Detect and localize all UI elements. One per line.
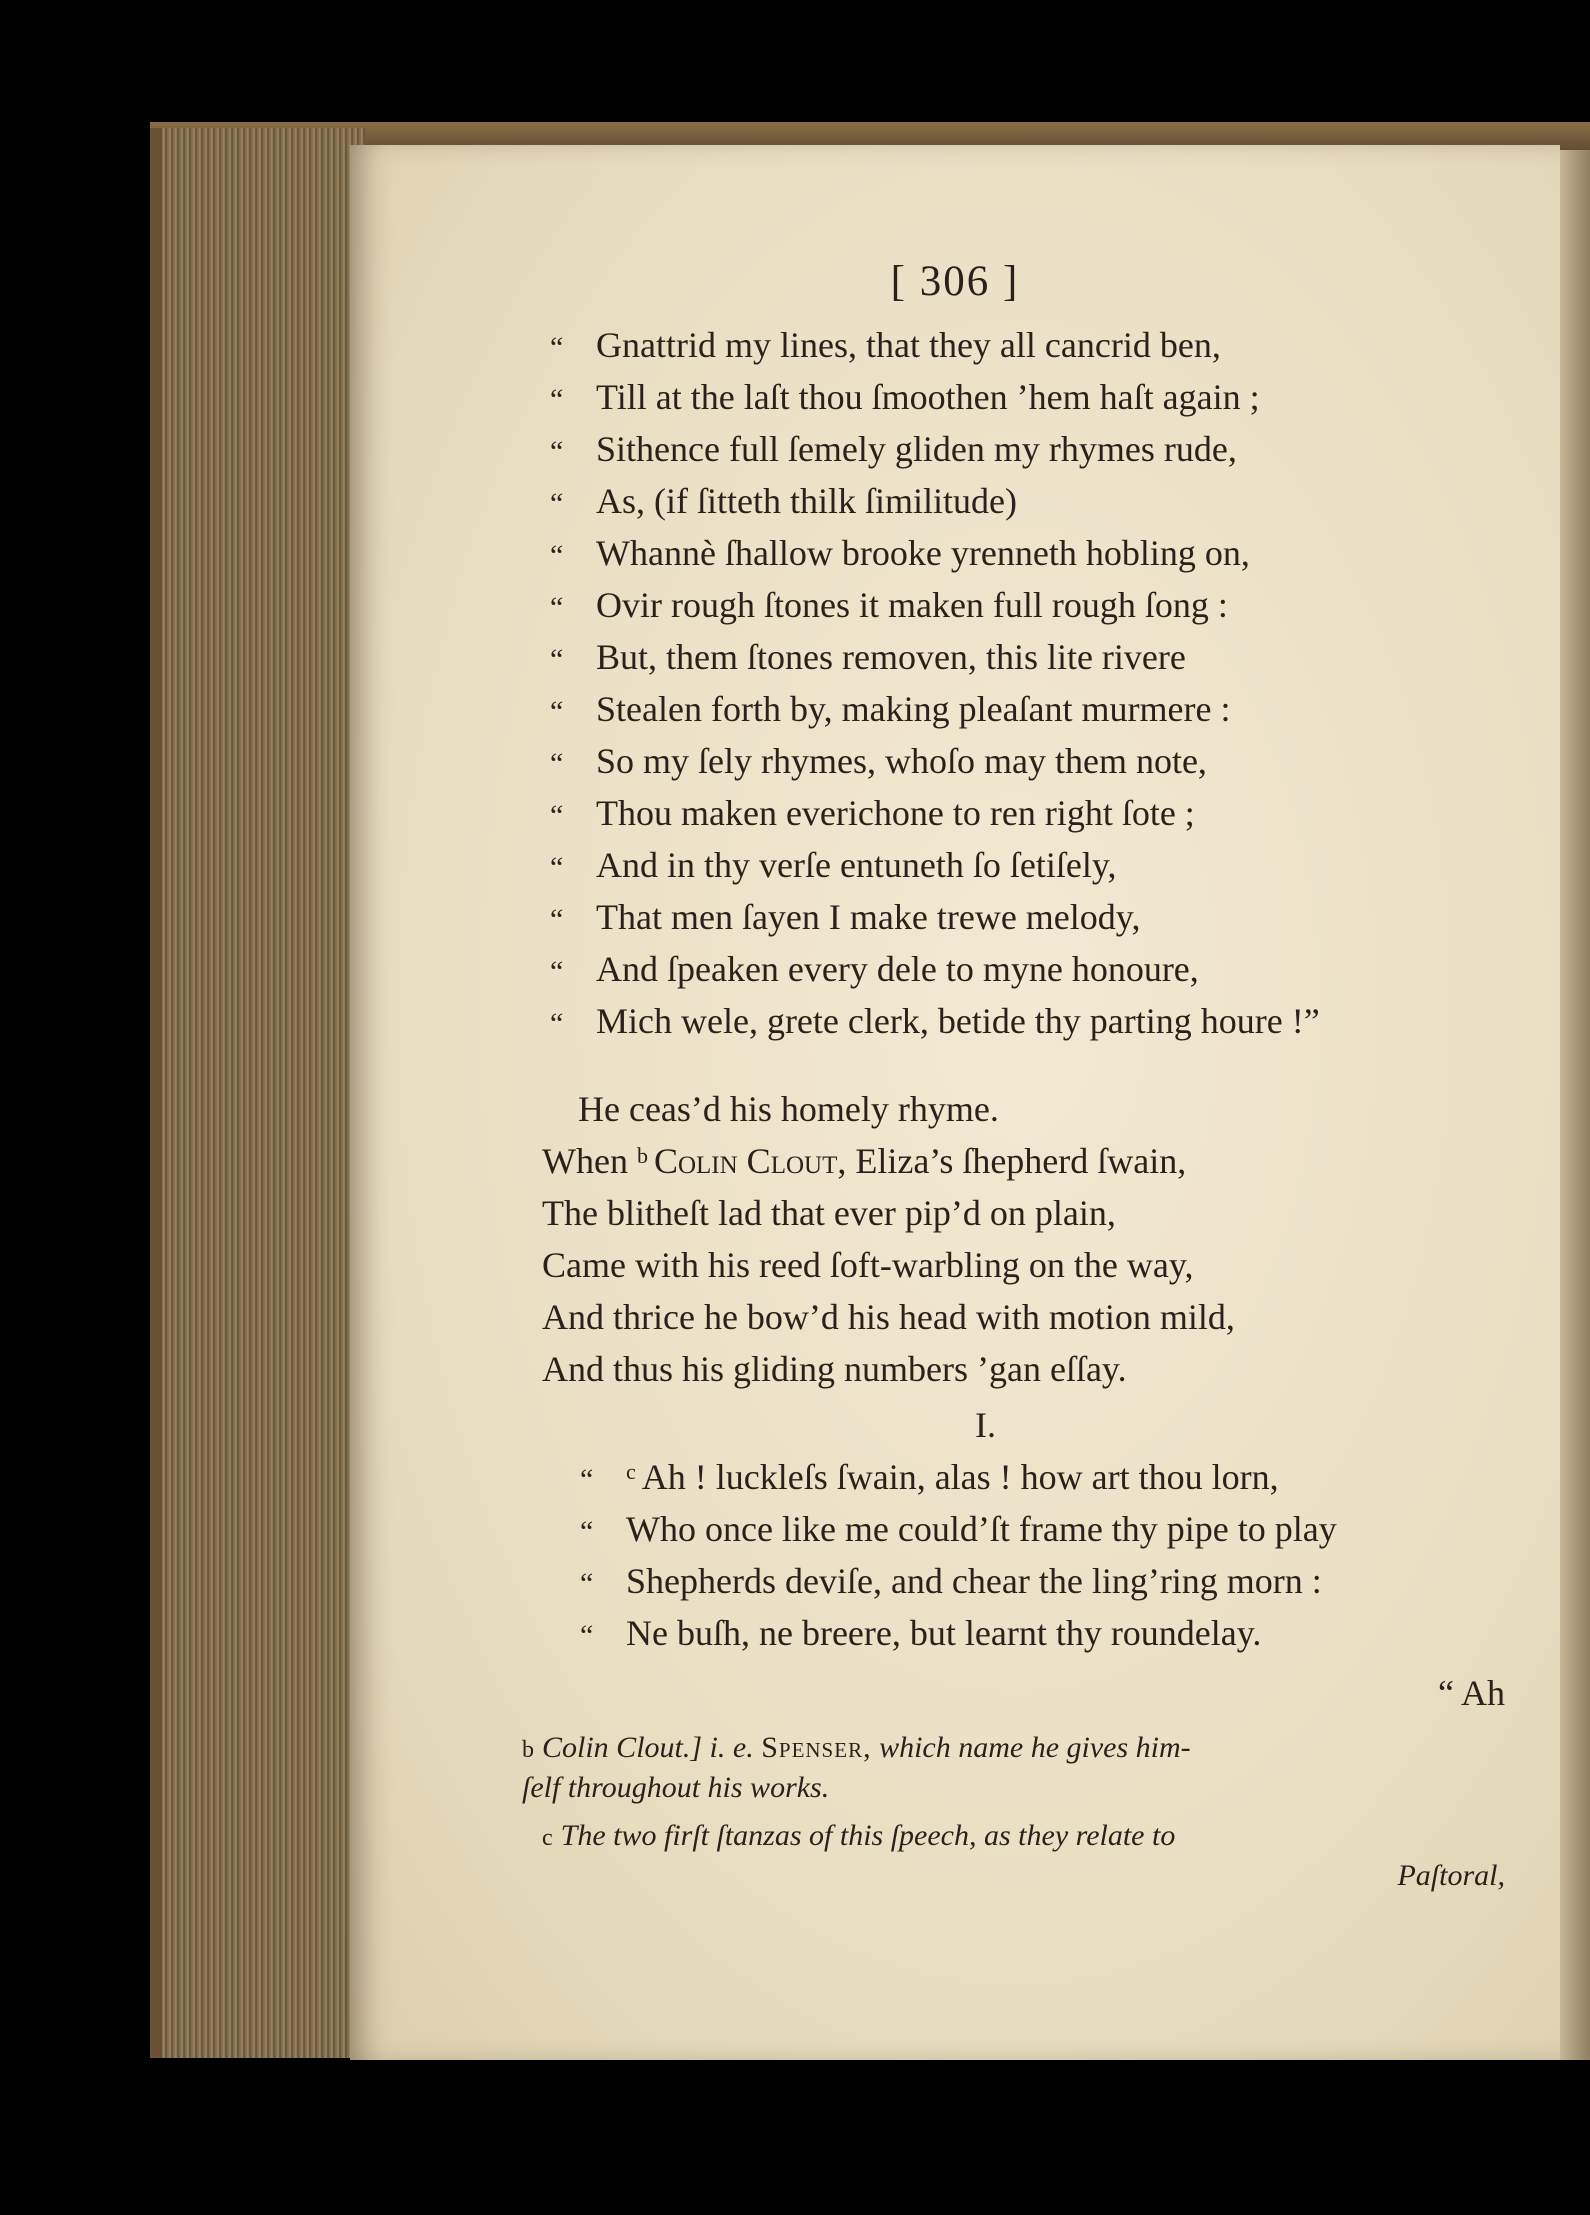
verse-line: “ Mich wele, grete clerk, betide thy parting houre !” (550, 1001, 1320, 1041)
verse-line: “ But, them ſtones removen, this lite rivere (550, 637, 1186, 677)
verse-line: “ Stealen forth by, making pleaſant murmere : (550, 689, 1231, 729)
verse-line: “ Shepherds deviſe, and chear the ling’ring morn : (580, 1561, 1322, 1601)
narrative-line: When $^b$ Colin Clout, Eliza’s ſhepherd ſwain, (542, 1141, 1187, 1181)
colin-clout-name: Colin Clout, (653, 1141, 847, 1181)
narrative-line: The blitheſt lad that ever pip’d on plain, (542, 1193, 1116, 1233)
footnote-b: b Colin Clout.] i. e. Spenser, which name he gives him- (522, 1731, 1191, 1764)
verse-line: “ $^c$ Ah ! luckleſs ſwain, alas ! how art thou lorn, (580, 1457, 1279, 1497)
footnote-b-cont: ſelf throughout his works. (522, 1771, 830, 1804)
verse-line: “ Thou maken everichone to ren right ſote ; (550, 793, 1195, 833)
facing-page-edge (1555, 150, 1590, 2060)
verse-line: “ Ne buſh, ne breere, but learnt thy roundelay. (580, 1613, 1262, 1653)
book-page-edges (150, 128, 365, 2058)
verse-line: “ Sithence full ſemely gliden my rhymes rude, (550, 429, 1237, 469)
verse-line: “ Whannè ſhallow brooke yrenneth hobling on, (550, 533, 1250, 573)
narrative-line: Came with his reed ſoft-warbling on the way, (542, 1245, 1194, 1285)
footnote-c: c The two firſt ſtanzas of this ſpeech, as they relate to (542, 1819, 1176, 1852)
narrative-line: He ceas’d his homely rhyme. (578, 1089, 999, 1129)
footnote-mark-b: b (636, 1143, 648, 1168)
verse-line: “ Till at the laſt thou ſmoothen ’hem haſt again ; (550, 377, 1260, 417)
catchword: “ Ah (1438, 1673, 1505, 1713)
narrative-line: And thus his gliding numbers ’gan eſſay. (542, 1349, 1127, 1389)
verse-line: “ That men ſayen I make trewe melody, (550, 897, 1141, 937)
verse-line: “ Gnattrid my lines, that they all cancrid ben, (550, 325, 1221, 365)
footnote-mark-c: c (626, 1459, 636, 1484)
page-number: [ 306 ] (890, 258, 1020, 305)
verse-line: “ So my ſely rhymes, whoſo may them note, (550, 741, 1207, 781)
footnote-c-cont: Paſtoral, (1397, 1859, 1505, 1892)
book-page (350, 145, 1560, 2060)
verse-line: “ And in thy verſe entuneth ſo ſetiſely, (550, 845, 1117, 885)
verse-line: “ Who once like me could’ſt frame thy pipe to play (580, 1509, 1337, 1549)
narrative-line: And thrice he bow’d his head with motion mild, (542, 1297, 1235, 1337)
verse-line: “ As, (if ſitteth thilk ſimilitude) (550, 481, 1017, 521)
verse-line: “ Ovir rough ſtones it maken full rough ſong : (550, 585, 1228, 625)
verse-line: “ And ſpeaken every dele to myne honoure, (550, 949, 1199, 989)
section-number: I. (975, 1405, 996, 1445)
